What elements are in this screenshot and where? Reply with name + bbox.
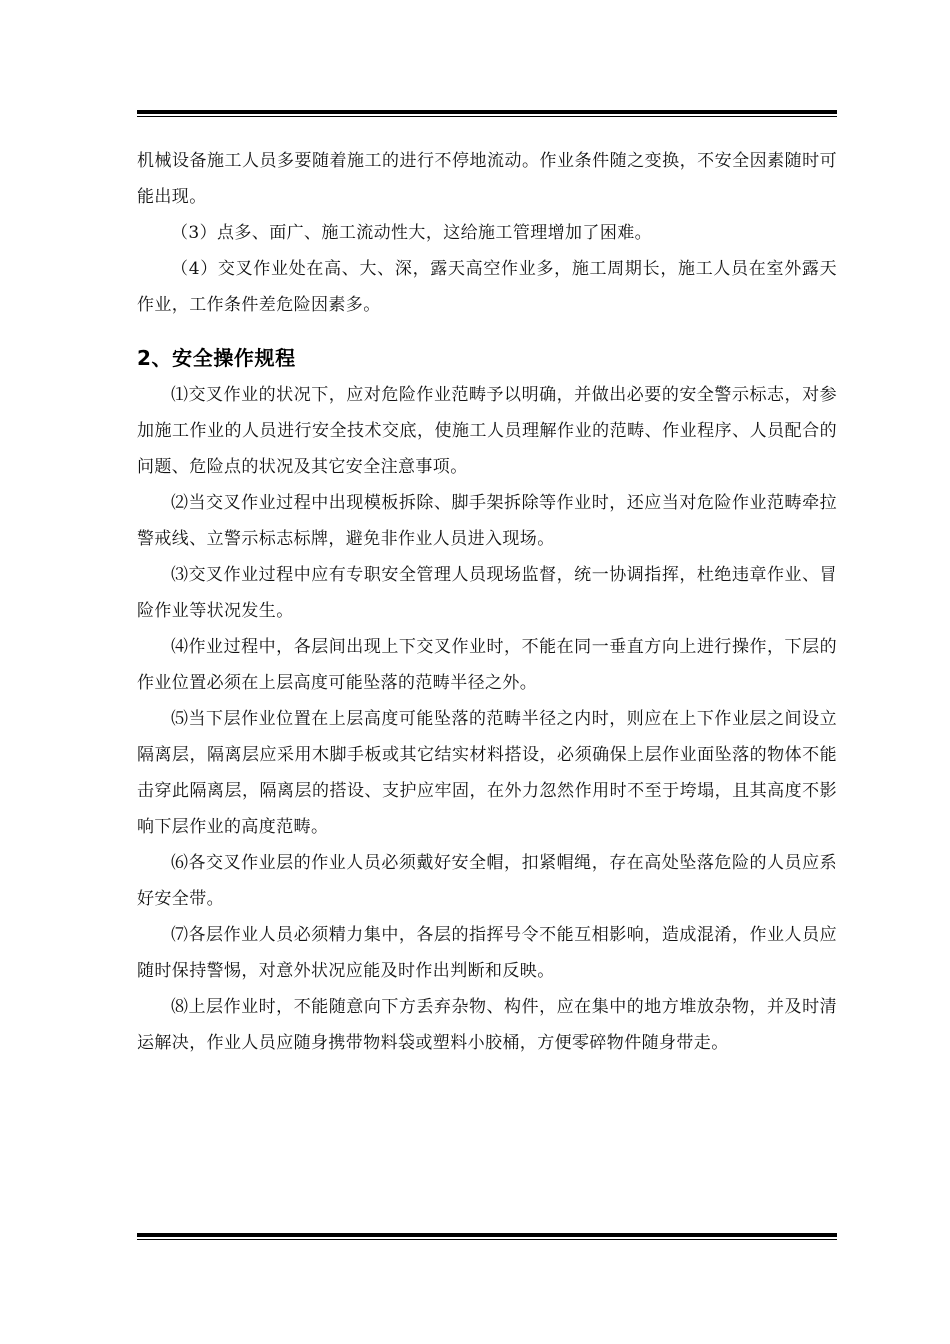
rule-paragraph: ⑸当下层作业位置在上层高度可能坠落的范畴半径之内时，则应在上下作业层之间设立隔离层，隔离层应采用木脚手板或其它结实材料搭设，必须确保上层作业面坠落的物体不能击穿此隔离层，隔离层的搭设、支护应牢固，在外力忽然作用时不至于垮塌，且其高度不影响下层作业的高度范畴。 xyxy=(137,709,837,837)
intro-paragraph: （3）点多、面广、施工流动性大，这给施工管理增加了困难。 xyxy=(171,223,653,243)
intro-paragraph: （4）交叉作业处在高、大、深，露天高空作业多，施工周期长，施工人员在室外露天作业，工作条件差危险因素多。 xyxy=(137,259,837,315)
rule-paragraph: ⑶交叉作业过程中应有专职安全管理人员现场监督，统一协调指挥，杜绝违章作业、冒险作业等状况发生。 xyxy=(137,565,837,621)
footer-rule xyxy=(137,1233,837,1240)
rule-paragraph: ⑻上层作业时，不能随意向下方丢弃杂物、构件，应在集中的地方堆放杂物，并及时清运解决，作业人员应随身携带物料袋或塑料小胶桶，方便零碎物件随身带走。 xyxy=(137,997,837,1053)
document-body xyxy=(137,143,837,1061)
header-rule xyxy=(137,110,837,117)
rule-paragraph: ⑴交叉作业的状况下，应对危险作业范畴予以明确，并做出必要的安全警示标志，对参加施工作业的人员进行安全技术交底，使施工人员理解作业的范畴、作业程序、人员配合的问题、危险点的状况及其它安全注意事项。 xyxy=(137,385,837,477)
intro-paragraph: 机械设备施工人员多要随着施工的进行不停地流动。作业条件随之变换，不安全因素随时可能出现。 xyxy=(137,151,837,207)
rule-paragraph: ⑵当交叉作业过程中出现模板拆除、脚手架拆除等作业时，还应当对危险作业范畴牵拉警戒线、立警示标志标牌，避免非作业人员进入现场。 xyxy=(137,493,837,549)
rule-paragraph: ⑷作业过程中，各层间出现上下交叉作业时，不能在同一垂直方向上进行操作，下层的作业位置必须在上层高度可能坠落的范畴半径之外。 xyxy=(137,637,837,693)
rule-paragraph: ⑹各交叉作业层的作业人员必须戴好安全帽，扣紧帽绳，存在高处坠落危险的人员应系好安全带。 xyxy=(137,853,837,909)
section-heading: 2、安全操作规程 xyxy=(137,346,296,370)
rule-paragraph: ⑺各层作业人员必须精力集中，各层的指挥号令不能互相影响，造成混淆，作业人员应随时保持警惕，对意外状况应能及时作出判断和反映。 xyxy=(137,925,837,981)
